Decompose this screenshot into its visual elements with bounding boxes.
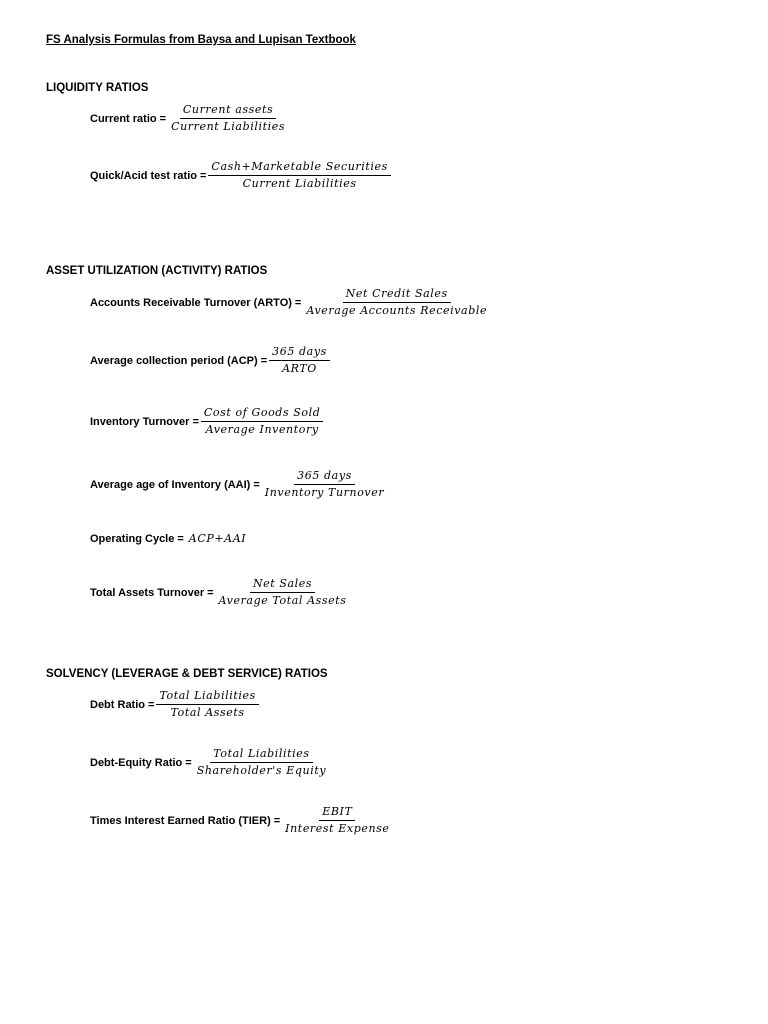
fraction: [282, 805, 392, 836]
equals-sign: =: [192, 415, 199, 428]
fraction: [168, 103, 288, 134]
numerator: Net Credit Sales: [343, 287, 451, 303]
formula-inventory-turnover: [90, 406, 323, 437]
numerator: 365 days: [294, 469, 355, 485]
denominator: Current Liabilities: [171, 120, 286, 133]
section-heading-asset-utilization: ASSET UTILIZATION (ACTIVITY) RATIOS: [46, 265, 268, 277]
formula-label: Debt Ratio: [90, 698, 145, 711]
numerator: 365 days: [269, 345, 330, 361]
formula-quick-ratio: [90, 160, 391, 191]
equals-sign: =: [199, 169, 207, 182]
equals-sign: =: [185, 756, 192, 769]
fraction: [216, 577, 350, 608]
denominator: Average Total Assets: [218, 594, 347, 607]
formula-label: Total Assets Turnover: [90, 586, 205, 599]
denominator: Total Assets: [170, 706, 245, 719]
formula-label: Inventory Turnover: [90, 415, 190, 428]
numerator: EBIT: [319, 805, 355, 821]
formula-label: Accounts Receivable Turnover (ARTO): [90, 296, 292, 309]
equals-sign: =: [207, 586, 214, 599]
equals-sign: =: [260, 354, 268, 367]
formula-acp: [90, 345, 330, 376]
formula-debt-equity-ratio: [90, 747, 329, 778]
formula-label: Debt-Equity Ratio: [90, 756, 183, 769]
formula-label: Average age of Inventory (AAI): [90, 478, 251, 491]
numerator: Total Liabilities: [210, 747, 312, 763]
denominator: Interest Expense: [285, 822, 390, 835]
denominator: Shareholder's Equity: [196, 764, 327, 777]
equals-sign: =: [148, 698, 155, 711]
formula-debt-ratio: [90, 689, 259, 720]
equals-sign: =: [253, 478, 260, 491]
formula-current-ratio: [90, 103, 288, 134]
fraction: [194, 747, 329, 778]
formula-operating-cycle: [90, 532, 249, 546]
equals-sign: =: [159, 112, 167, 125]
formula-total-assets-turnover: [90, 577, 350, 608]
section-heading-solvency: SOLVENCY (LEVERAGE & DEBT SERVICE) RATIOS: [46, 668, 328, 680]
formula-label: Operating Cycle: [90, 533, 175, 545]
numerator: Net Sales: [250, 577, 315, 593]
formula-label: Average collection period (ACP): [90, 354, 258, 367]
formula-aai: [90, 469, 387, 500]
equals-sign: =: [177, 533, 184, 545]
formula-label: Current ratio: [90, 112, 157, 125]
denominator: Average Accounts Receivable: [306, 304, 488, 317]
equals-sign: =: [294, 296, 302, 309]
fraction: [156, 689, 258, 720]
fraction: [303, 287, 490, 318]
denominator: Inventory Turnover: [264, 486, 385, 499]
denominator: Current Liabilities: [242, 177, 357, 190]
fraction: [262, 469, 387, 500]
formula-tier: [90, 805, 393, 836]
expression: ACP+AAI: [188, 532, 247, 545]
fraction: [201, 406, 324, 437]
section-heading-liquidity: LIQUIDITY RATIOS: [46, 82, 149, 94]
numerator: Total Liabilities: [156, 689, 258, 705]
formula-label: Quick/Acid test ratio: [90, 169, 197, 182]
formula-arto: [90, 287, 490, 318]
equals-sign: =: [273, 814, 281, 827]
denominator: ARTO: [282, 362, 317, 375]
fraction: [208, 160, 390, 191]
fraction: [269, 345, 330, 376]
formula-label: Times Interest Earned Ratio (TIER): [90, 814, 271, 827]
numerator: Cash+Marketable Securities: [208, 160, 390, 176]
numerator: Current assets: [180, 103, 276, 119]
document-title: FS Analysis Formulas from Baysa and Lupisan Textbook: [46, 34, 356, 46]
denominator: Average Inventory: [205, 423, 319, 436]
numerator: Cost of Goods Sold: [201, 406, 324, 422]
